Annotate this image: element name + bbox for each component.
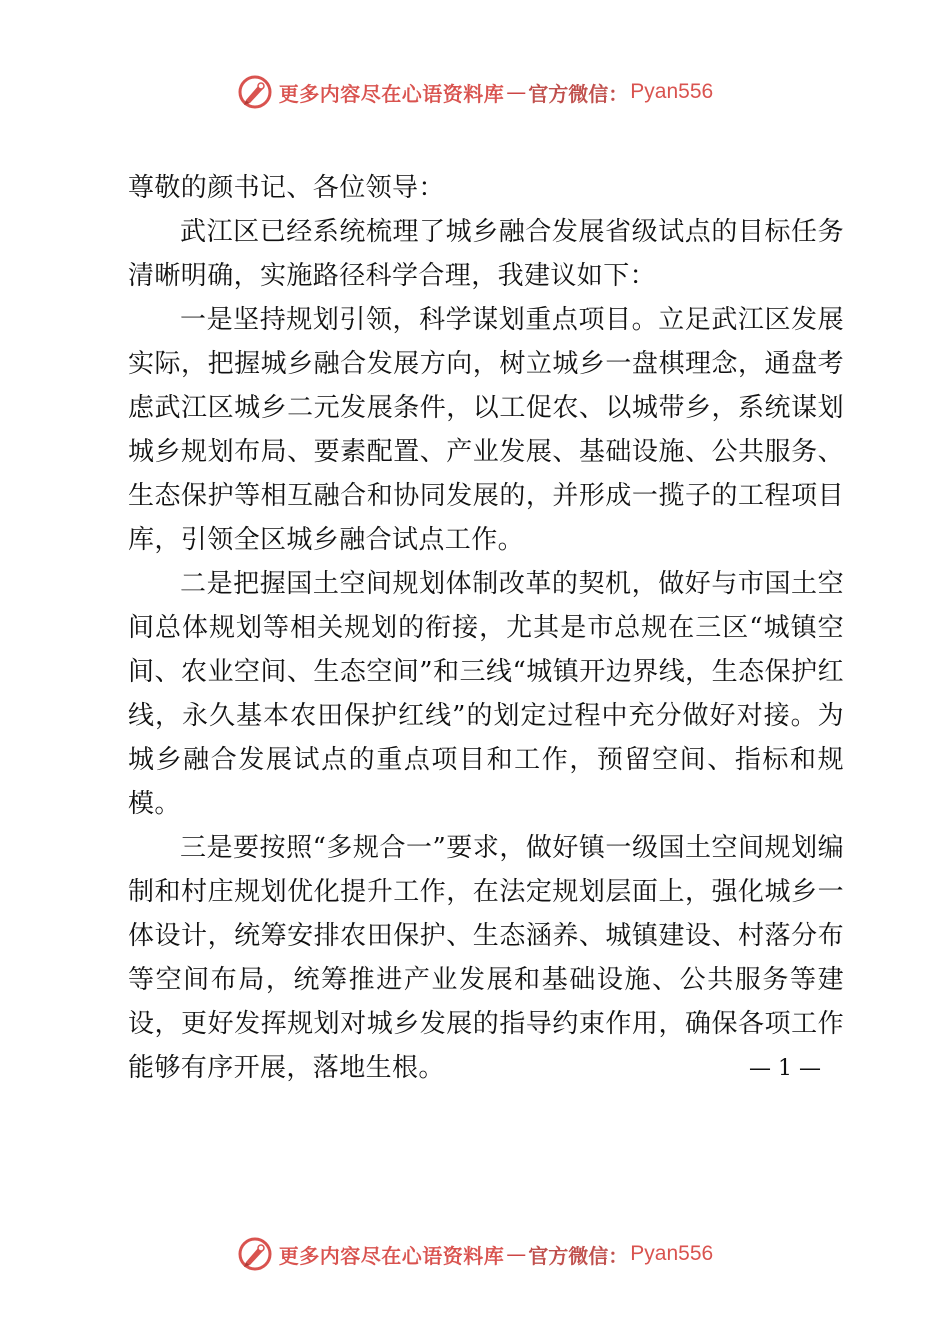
paragraph-point-3: 三是要按照“多规合一”要求，做好镇一级国土空间规划编制和村庄规划优化提升工作，在法定规划层面上，强化城乡一体设计，统筹安排农田保护、生态涵养、城镇建设、村落分布等空间布局，统筹推进产业发展和基础设施、公共服务等建设，更好发挥规划对城乡发展的指导约束作用，确保各项工作能够有序开展，落地生根。 [128, 833, 844, 1083]
watermark-header [0, 70, 950, 114]
document-body [128, 166, 844, 1090]
pen-logo-icon [237, 74, 273, 110]
watermark-text: 更多内容尽在心语资料库 [278, 81, 505, 106]
watermark-text: 更多内容尽在心语资料库 [278, 1243, 505, 1268]
watermark-label: 官方微信： [528, 81, 629, 106]
watermark-separator: — [506, 80, 527, 104]
paragraph-intro: 武江区已经系统梳理了城乡融合发展省级试点的目标任务清晰明确，实施路径科学合理，我建议如下： [128, 217, 844, 291]
paragraph-point-2: 二是把握国土空间规划体制改革的契机，做好与市国土空间总体规划等相关规划的衔接，尤其是市总规在三区“城镇空间、农业空间、生态空间”和三线“城镇开边界线，生态保护红线，永久基本农田保护红线”的划定过程中充分做好对接。为城乡融合发展试点的重点项目和工作，预留空间、指标和规模。 [128, 569, 844, 819]
paragraph-point-1: 一是坚持规划引领，科学谋划重点项目。立足武江区发展实际，把握城乡融合发展方向，树立城乡一盘棋理念，通盘考虑武江区城乡二元发展条件，以工促农、以城带乡，系统谋划城乡规划布局、要素配置、产业发展、基础设施、公共服务、生态保护等相互融合和协同发展的，并形成一揽子的工程项目库，引领全区城乡融合试点工作。 [128, 305, 844, 555]
watermark-footer [0, 1232, 950, 1276]
page-number: — 1 — [749, 1056, 821, 1081]
pen-logo-icon [237, 1236, 273, 1272]
salutation: 尊敬的颜书记、各位领导： [128, 173, 445, 203]
watermark-separator: — [506, 1242, 527, 1266]
watermark-wechat-id: Pyan556 [630, 80, 714, 103]
watermark-wechat-id: Pyan556 [630, 1242, 714, 1265]
watermark-label: 官方微信： [528, 1243, 629, 1268]
